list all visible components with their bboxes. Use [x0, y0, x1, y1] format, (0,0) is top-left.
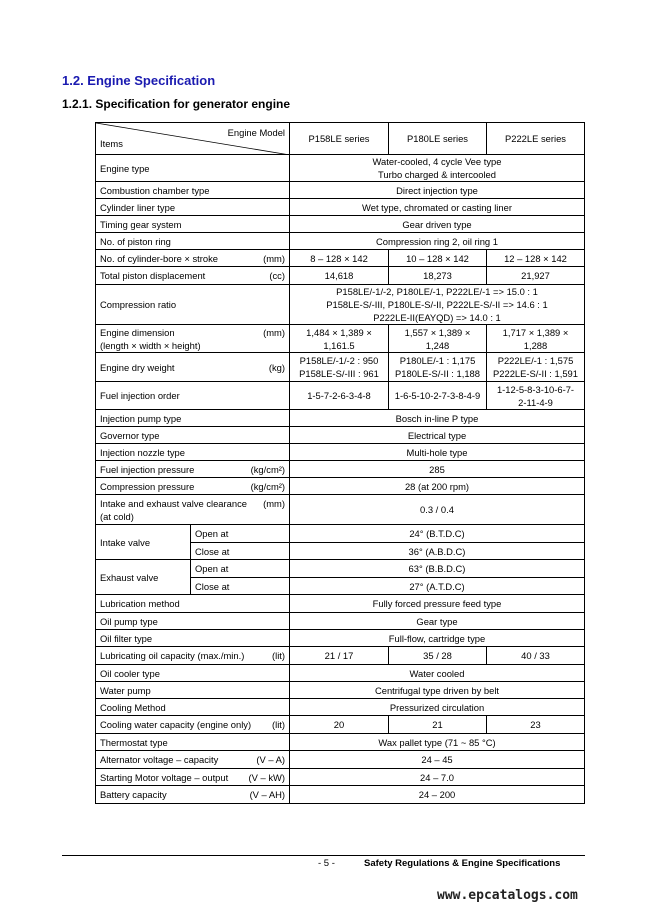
cell-text: (at cold): [100, 510, 134, 522]
row-value-0: [290, 250, 389, 267]
cell-text: 1,717 × 1,389 × 1,288: [502, 326, 569, 351]
header-items-label: Items: [100, 138, 123, 149]
row-label: [96, 461, 290, 478]
model-header-2: [487, 123, 585, 155]
cell-text: 21 / 17: [324, 650, 354, 661]
row-value-2: [487, 716, 585, 734]
row-value: [290, 410, 585, 427]
section-heading: 1.2. Engine Specification: [62, 73, 216, 88]
row-value: [290, 751, 585, 769]
cell-text: Bosch in-line P type: [395, 412, 479, 424]
model-header-0: [290, 123, 389, 155]
row-value: [290, 613, 585, 630]
row-value-0: [290, 267, 389, 285]
cell-text: 24 – 45: [421, 754, 453, 765]
cell-text: Combustion chamber type: [100, 184, 210, 196]
row-value-0: [290, 325, 389, 353]
row-value: [290, 630, 585, 647]
spec-row: [96, 382, 585, 410]
cell-text: Starting Motor voltage – output: [100, 771, 229, 783]
cell-text: 1,484 × 1,389 × 1,161.5: [306, 326, 372, 351]
cell-text: Fully forced pressure feed type: [372, 598, 502, 609]
row-value-1: [389, 325, 487, 353]
cell-text: 14,618: [324, 270, 354, 281]
row-value: [290, 699, 585, 716]
cell-text: P222LE series: [505, 133, 566, 144]
row-label: [96, 233, 290, 250]
spec-row: [96, 495, 585, 525]
cell-text: 35 / 28: [423, 650, 452, 661]
valve-close-value: [290, 543, 585, 560]
row-value: [290, 216, 585, 233]
row-label: [96, 410, 290, 427]
cell-text: Cylinder liner type: [100, 201, 176, 213]
row-value-2: [487, 250, 585, 267]
cell-text: Fuel injection order: [100, 390, 180, 401]
cell-text: Electrical type: [407, 429, 467, 441]
watermark: www.epcatalogs.com: [437, 888, 578, 903]
cell-text: P158LE/-1/-2, P180LE/-1, P222LE/-1 => 15.0 : 1: [336, 286, 538, 297]
cell-text: 18,273: [423, 270, 452, 281]
footer-title: Safety Regulations & Engine Specifications: [364, 858, 561, 869]
valve-open-value: [290, 525, 585, 543]
cell-text: Open at: [195, 563, 229, 574]
row-value: [290, 461, 585, 478]
cell-text: 21,927: [521, 270, 550, 281]
footer-rule: [62, 855, 585, 856]
cell-text: 36° (A.B.D.C): [408, 545, 466, 557]
spec-row: [96, 216, 585, 233]
spec-row: [96, 199, 585, 216]
cell-text: P158LE-S/-III : 961: [299, 368, 379, 379]
row-label: [96, 353, 290, 382]
row-label: [96, 682, 290, 699]
valve-close-label: [191, 578, 290, 595]
row-label: [96, 216, 290, 233]
cell-text: 1,557 × 1,389 × 1,248: [404, 326, 471, 351]
cell-text: Compression ratio: [100, 299, 177, 310]
spec-row: [96, 478, 585, 495]
cell-text: Water cooled: [409, 667, 465, 679]
row-label: [96, 716, 290, 734]
row-unit: (V – AH): [249, 789, 285, 800]
cell-text: Timing gear system: [100, 218, 182, 230]
cell-text: 285: [429, 463, 445, 475]
spec-row: [96, 665, 585, 682]
cell-text: Oil cooler type: [100, 667, 160, 679]
cell-text: Injection pump type: [100, 412, 182, 424]
cell-text: (length × width × height): [100, 339, 201, 351]
spec-row: [96, 250, 585, 267]
row-value: [290, 233, 585, 250]
cell-text: Alternator voltage – capacity: [100, 754, 219, 765]
cell-text: Gear type: [416, 615, 458, 627]
cell-text: P222LE-II(EAYQD) => 14.0 : 1: [373, 312, 501, 323]
valve-close-value: [290, 578, 585, 595]
row-label: [96, 665, 290, 682]
cell-text: Oil pump type: [100, 615, 158, 627]
row-label: [96, 155, 290, 182]
spec-row: [96, 769, 585, 786]
cell-text: 24 – 200: [418, 789, 456, 800]
cell-text: 20: [333, 719, 345, 730]
spec-row: [96, 461, 585, 478]
cell-text: Lubricating oil capacity (max./min.): [100, 650, 245, 661]
spec-row: [96, 233, 585, 250]
spec-row: [96, 325, 585, 353]
row-value-1: [389, 382, 487, 410]
row-value-1: [389, 716, 487, 734]
header-corner-cell: [96, 123, 290, 155]
cell-text: 1-6-5-10-2-7-3-8-4-9: [394, 390, 481, 401]
row-label: [96, 495, 290, 525]
cell-text: P222LE/-1 : 1,575: [497, 355, 574, 366]
spec-row: [96, 182, 585, 199]
row-label: [96, 478, 290, 495]
cell-text: Close at: [195, 545, 230, 557]
row-value: [290, 444, 585, 461]
valve-label: [96, 525, 191, 560]
cell-text: 0.3 / 0.4: [420, 504, 454, 515]
cell-text: Exhaust valve: [100, 571, 159, 583]
row-value: [290, 155, 585, 182]
cell-text: P158LE series: [308, 133, 370, 144]
row-unit: (kg/cm²): [250, 463, 285, 475]
row-value-1: [389, 647, 487, 665]
cell-text: Direct injection type: [396, 184, 478, 196]
cell-text: P158LE-S/-III, P180LE-S/-II, P222LE-S/-II => 14.6 : 1: [326, 299, 548, 310]
row-label: [96, 699, 290, 716]
cell-text: 2-11-4-9: [518, 396, 553, 408]
cell-text: Engine type: [100, 162, 150, 174]
header-model-label: Engine Model: [227, 127, 285, 138]
row-value-0: [290, 716, 389, 734]
cell-text: Lubrication method: [100, 598, 180, 609]
row-label: [96, 444, 290, 461]
header-row: [96, 123, 585, 155]
model-header-1: [389, 123, 487, 155]
row-label: [96, 751, 290, 769]
cell-text: P180LE series: [407, 133, 468, 144]
cell-text: 1-12-5-8-3-10-6-7-: [496, 383, 575, 395]
cell-text: Full-flow, cartridge type: [388, 632, 486, 644]
row-value: [290, 427, 585, 444]
row-value-2: [487, 267, 585, 285]
row-value-2: [487, 353, 585, 382]
row-label: [96, 267, 290, 285]
valve-close-label: [191, 543, 290, 560]
spec-row: [96, 353, 585, 382]
row-value-0: [290, 647, 389, 665]
cell-text: Compression ring 2, oil ring 1: [376, 235, 498, 247]
row-value-2: [487, 647, 585, 665]
cell-text: 24 – 7.0: [420, 771, 454, 783]
row-unit: (mm): [263, 326, 285, 338]
cell-text: 63° (B.B.D.C): [408, 563, 466, 574]
row-unit: (mm): [263, 252, 285, 264]
row-unit: (lit): [271, 719, 285, 730]
spec-row: [96, 647, 585, 665]
row-label: [96, 182, 290, 199]
row-value: [290, 182, 585, 199]
row-value: [290, 786, 585, 804]
row-value: [290, 665, 585, 682]
spec-row: [96, 786, 585, 804]
row-unit: (V – kW): [248, 771, 285, 783]
cell-text: P180LE/-1 : 1,175: [399, 355, 476, 366]
cell-text: Intake and exhaust valve clearance: [100, 497, 247, 509]
row-unit: (kg/cm²): [250, 480, 285, 492]
row-label: [96, 325, 290, 353]
row-unit: (kg): [268, 361, 285, 373]
cell-text: No. of piston ring: [100, 235, 171, 247]
cell-text: Wet type, chromated or casting liner: [362, 201, 512, 213]
row-label: [96, 786, 290, 804]
cell-text: 8 – 128 × 142: [310, 252, 368, 264]
spec-row: [96, 444, 585, 461]
row-value: [290, 285, 585, 325]
spec-row: [96, 410, 585, 427]
valve-open-value: [290, 560, 585, 578]
spec-row: [96, 734, 585, 751]
valve-open-label: [191, 525, 290, 543]
row-value: [290, 199, 585, 216]
cell-text: Gear driven type: [402, 218, 472, 230]
cell-text: 21: [432, 719, 443, 730]
row-value: [290, 495, 585, 525]
valve-label: [96, 560, 191, 595]
subsection-heading: 1.2.1. Specification for generator engine: [62, 97, 291, 111]
row-value-1: [389, 250, 487, 267]
cell-text: P180LE-S/-II : 1,188: [395, 368, 480, 379]
cell-text: 10 – 128 × 142: [406, 252, 469, 264]
spec-row: [96, 285, 585, 325]
cell-text: Water pump: [100, 684, 151, 696]
row-label: [96, 427, 290, 444]
cell-text: Engine dimension: [100, 326, 175, 338]
cell-text: Wax pallet type (71 ~ 85 °C): [378, 736, 496, 748]
row-label: [96, 595, 290, 613]
spec-row: [96, 595, 585, 613]
row-unit: (V – A): [256, 754, 285, 765]
row-value: [290, 478, 585, 495]
cell-text: Pressurized circulation: [389, 701, 485, 713]
spec-row: [96, 613, 585, 630]
row-label: [96, 250, 290, 267]
valve-open-label: [191, 560, 290, 578]
cell-text: No. of cylinder-bore × stroke: [100, 252, 219, 264]
row-value: [290, 595, 585, 613]
cell-text: 28 (at 200 rpm): [404, 480, 470, 492]
cell-text: Centrifugal type driven by belt: [374, 684, 500, 696]
spec-row: [96, 630, 585, 647]
cell-text: Thermostat type: [100, 736, 168, 748]
row-label: [96, 769, 290, 786]
row-label: [96, 613, 290, 630]
row-label: [96, 647, 290, 665]
cell-text: P222LE-S/-II : 1,591: [493, 368, 578, 379]
spec-row: [96, 682, 585, 699]
row-label: [96, 382, 290, 410]
row-value-2: [487, 325, 585, 353]
row-value-2: [487, 382, 585, 410]
spec-row: [96, 427, 585, 444]
cell-text: P158LE/-1/-2 : 950: [299, 355, 379, 366]
spec-row: [96, 699, 585, 716]
cell-text: Total piston displacement: [100, 270, 206, 281]
row-unit: (lit): [271, 650, 285, 661]
row-label: [96, 285, 290, 325]
row-unit: (cc): [269, 270, 285, 281]
cell-text: Turbo charged & intercooled: [378, 169, 496, 180]
cell-text: Water-cooled, 4 cycle Vee type: [372, 156, 502, 167]
cell-text: 27° (A.T.D.C): [409, 580, 465, 592]
cell-text: Governor type: [100, 429, 160, 441]
cell-text: Close at: [195, 580, 230, 592]
row-value: [290, 682, 585, 699]
cell-text: 40 / 33: [521, 650, 550, 661]
row-label: [96, 199, 290, 216]
cell-text: Cooling Method: [100, 701, 166, 713]
row-value: [290, 769, 585, 786]
cell-text: Intake valve: [100, 536, 151, 548]
cell-text: Cooling water capacity (engine only): [100, 719, 252, 730]
row-value-1: [389, 267, 487, 285]
row-label: [96, 734, 290, 751]
cell-text: Fuel injection pressure: [100, 463, 195, 475]
cell-text: Engine dry weight: [100, 361, 175, 373]
valve-open-row: [96, 560, 585, 578]
cell-text: 24° (B.T.D.C): [409, 528, 465, 539]
cell-text: Oil filter type: [100, 632, 153, 644]
cell-text: 12 – 128 × 142: [504, 252, 567, 264]
row-value-1: [389, 353, 487, 382]
row-label: [96, 630, 290, 647]
cell-text: 23: [530, 719, 541, 730]
page-number: - 5 -: [318, 858, 335, 869]
spec-row: [96, 716, 585, 734]
engine-spec-table: [95, 122, 585, 804]
valve-open-row: [96, 525, 585, 543]
cell-text: Compression pressure: [100, 480, 195, 492]
spec-row: [96, 155, 585, 182]
cell-text: Battery capacity: [100, 789, 167, 800]
row-unit: (mm): [263, 497, 285, 509]
cell-text: Open at: [195, 528, 229, 539]
cell-text: 1-5-7-2-6-3-4-8: [307, 390, 371, 401]
row-value-0: [290, 353, 389, 382]
spec-row: [96, 267, 585, 285]
row-value-0: [290, 382, 389, 410]
cell-text: Injection nozzle type: [100, 446, 185, 458]
row-value: [290, 734, 585, 751]
spec-row: [96, 751, 585, 769]
cell-text: Multi-hole type: [406, 446, 468, 458]
